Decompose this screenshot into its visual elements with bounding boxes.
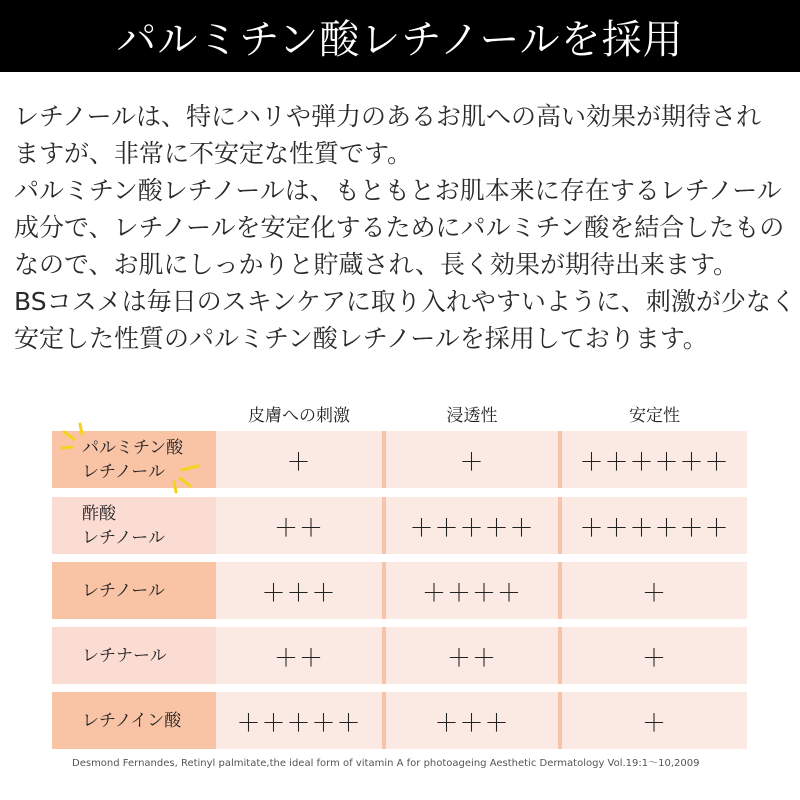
rating-cell: ＋: [562, 692, 747, 749]
row-label: [52, 627, 216, 684]
column-divider: [382, 497, 386, 554]
header-stability: 安定性: [629, 405, 680, 426]
rating-cell: ＋＋＋: [216, 562, 382, 619]
column-divider: [558, 627, 562, 684]
row-label-line: 酢酸: [82, 503, 116, 524]
header-skin-irritation: 皮膚への刺激: [248, 405, 350, 426]
rating-cell: ＋＋＋＋＋: [386, 497, 558, 554]
row-label: [52, 497, 216, 554]
paragraph-line: なので、お肌にしっかりと貯蔵され、長く効果が期待出来ます。: [14, 250, 739, 279]
page-title: パルミチン酸レチノールを採用: [0, 0, 800, 72]
paragraph-line: パルミチン酸レチノールは、もともとお肌本来に存在するレチノール: [14, 176, 782, 205]
rating-cell: ＋＋＋＋＋＋: [562, 431, 747, 488]
table-row: [52, 562, 747, 619]
table-row: [52, 497, 747, 554]
sparkle-icon: [58, 420, 98, 460]
rating-cell: ＋: [562, 562, 747, 619]
paragraph-line: BSコスメは毎日のスキンケアに取り入れやすいように、刺激が少なく: [14, 287, 796, 316]
rating-cell: ＋＋: [216, 627, 382, 684]
column-divider: [382, 431, 386, 488]
row-label-line: レチノール: [82, 580, 165, 601]
row-label: [52, 562, 216, 619]
column-divider: [382, 627, 386, 684]
table-row: [52, 627, 747, 684]
paragraph-line: 成分で、レチノールを安定化するためにパルミチン酸を結合したもの: [14, 213, 785, 242]
rating-cell: ＋＋: [216, 497, 382, 554]
row-label-line: レチノール: [82, 527, 165, 548]
rating-cell: ＋＋＋＋: [386, 562, 558, 619]
column-divider: [382, 562, 386, 619]
rating-cell: ＋: [216, 431, 382, 488]
column-divider: [382, 692, 386, 749]
row-label-line: レチナール: [82, 645, 167, 666]
table-row: [52, 431, 747, 488]
column-divider: [558, 497, 562, 554]
rating-cell: ＋＋＋＋＋: [216, 692, 382, 749]
rating-cell: ＋: [386, 431, 558, 488]
column-divider: [558, 562, 562, 619]
rating-cell: ＋＋: [386, 627, 558, 684]
row-label: [52, 692, 216, 749]
description-text: [14, 98, 796, 357]
rating-cell: ＋＋＋: [386, 692, 558, 749]
paragraph-line: 安定した性質のパルミチン酸レチノールを採用しております。: [14, 324, 708, 353]
rating-cell: ＋: [562, 627, 747, 684]
table-row: [52, 692, 747, 749]
sparkle-icon: [168, 460, 208, 496]
citation-footnote: Desmond Fernandes, Retinyl palmitate,the ideal form of vitamin A for photoageing Aesthetic Dermatology Vol.19:1～10,2009: [72, 758, 700, 769]
paragraph-line: ますが、非常に不安定な性質です。: [14, 139, 413, 168]
row-label-line: レチノイン酸: [82, 710, 182, 731]
paragraph-line: レチノールは、特にハリや弾力のあるお肌への高い効果が期待され: [14, 102, 762, 131]
row-label-line: レチノール: [82, 461, 165, 482]
column-divider: [558, 692, 562, 749]
rating-cell: ＋＋＋＋＋＋: [562, 497, 747, 554]
header-penetration: 浸透性: [446, 405, 498, 426]
column-divider: [558, 431, 562, 488]
row-label-line: パルミチン酸: [82, 437, 184, 458]
